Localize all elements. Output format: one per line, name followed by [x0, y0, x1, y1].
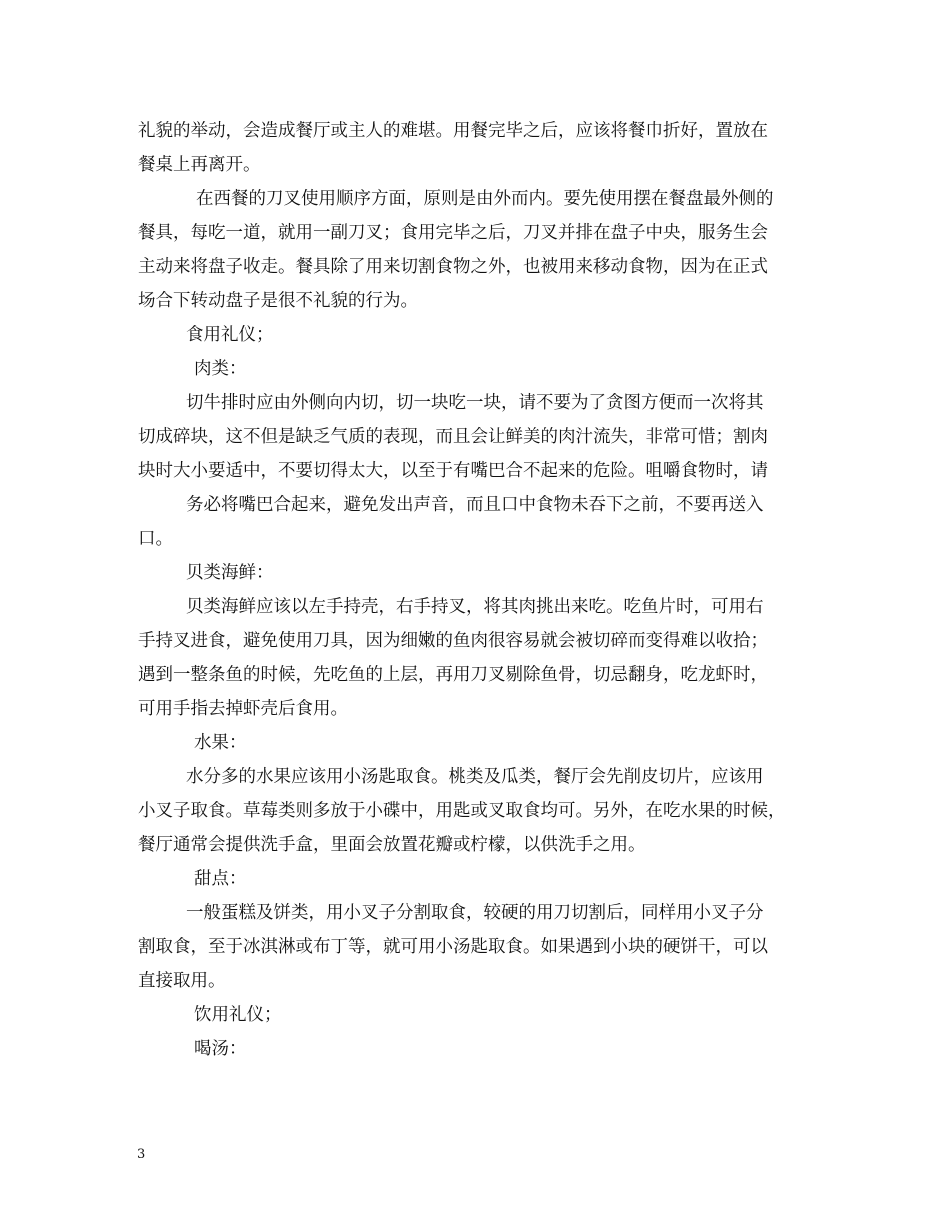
body-text-line: 口。 — [138, 529, 173, 549]
body-text-line: 餐厅通常会提供洗手盒，里面会放置花瓣或柠檬，以供洗手之用。 — [138, 835, 646, 855]
subsection-heading: 贝类海鲜： — [186, 563, 274, 583]
body-text-line: 水分多的水果应该用小汤匙取食。桃类及瓜类，餐厅会先削皮切片，应该用 — [186, 767, 764, 787]
body-text-line: 贝类海鲜应该以左手持壳，右手持叉，将其肉挑出来吃。吃鱼片时，可用右 — [186, 597, 764, 617]
page-number: 3 — [137, 1147, 146, 1162]
body-text-line: 主动来将盘子收走。餐具除了用来切割食物之外，也被用来移动食物，因为在正式 — [138, 257, 768, 277]
body-text-line: 场合下转动盘子是很不礼貌的行为。 — [138, 291, 418, 311]
body-text-line: 小叉子取食。草莓类则多放于小碟中，用匙或叉取食均可。另外，在吃水果的时候， — [138, 801, 786, 821]
subsection-heading: 喝汤： — [194, 1039, 247, 1059]
body-text-line: 切牛排时应由外侧向内切，切一块吃一块，请不要为了贪图方便而一次将其 — [186, 393, 764, 413]
body-text-line: 在西餐的刀叉使用顺序方面，原则是由外而内。要先使用摆在餐盘最外侧的 — [196, 189, 774, 209]
subsection-heading: 甜点： — [194, 869, 247, 889]
body-text-line: 手持叉进食，避免使用刀具，因为细嫩的鱼肉很容易就会被切碎而变得难以收拾； — [138, 631, 768, 651]
body-text-line: 块时大小要适中，不要切得太大，以至于有嘴巴合不起来的危险。咀嚼食物时，请 — [138, 461, 768, 481]
section-heading: 饮用礼仪； — [194, 1005, 282, 1025]
body-text-line: 直接取用。 — [138, 971, 226, 991]
subsection-heading: 肉类： — [194, 359, 247, 379]
body-text-line: 务必将嘴巴合起来，避免发出声音，而且口中食物未吞下之前，不要再送入 — [186, 495, 764, 515]
body-text-line: 可用手指去掉虾壳后食用。 — [138, 699, 348, 719]
subsection-heading: 水果： — [194, 733, 247, 753]
body-text-line: 割取食，至于冰淇淋或布丁等，就可用小汤匙取食。如果遇到小块的硬饼干，可以 — [138, 937, 768, 957]
body-text-line: 切成碎块，这不但是缺乏气质的表现，而且会让鲜美的肉汁流失，非常可惜；割肉 — [138, 427, 768, 447]
body-text-line: 餐桌上再离开。 — [138, 155, 261, 175]
body-text-line: 一般蛋糕及饼类，用小叉子分割取食，较硬的用刀切割后，同样用小叉子分 — [186, 903, 764, 923]
section-heading: 食用礼仪； — [186, 325, 274, 345]
body-text-line: 餐具，每吃一道，就用一副刀叉；食用完毕之后，刀叉并排在盘子中央，服务生会 — [138, 223, 768, 243]
body-text-line: 礼貌的举动，会造成餐厅或主人的难堪。用餐完毕之后，应该将餐巾折好，置放在 — [138, 121, 768, 141]
body-text-line: 遇到一整条鱼的时候，先吃鱼的上层，再用刀叉剔除鱼骨，切忌翻身，吃龙虾时， — [138, 665, 768, 685]
